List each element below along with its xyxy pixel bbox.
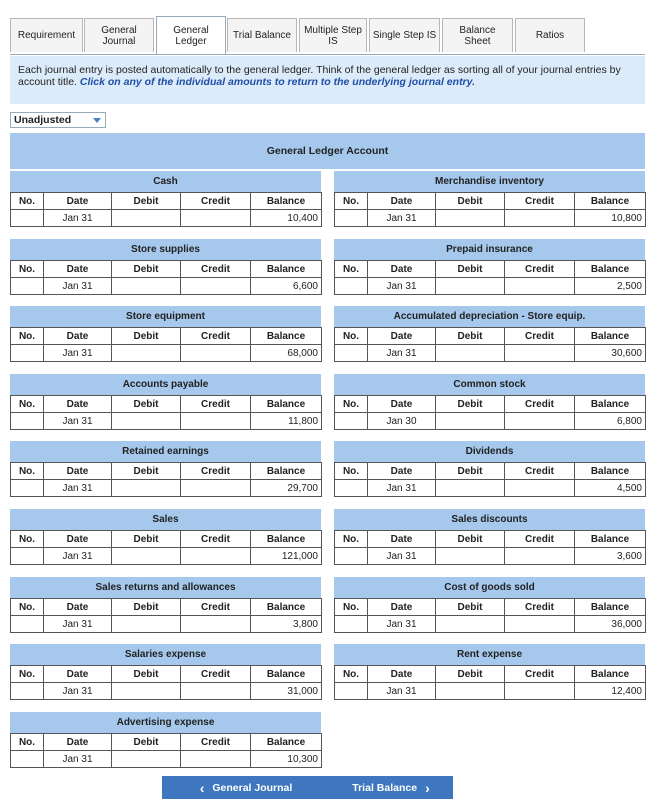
- account-title: [10, 509, 321, 530]
- cell-date: Jan 30: [368, 413, 436, 430]
- ledger-table: [334, 327, 646, 362]
- col-balance: Balance: [251, 328, 322, 345]
- cell-credit[interactable]: [181, 210, 251, 227]
- instructions-box: [10, 56, 645, 104]
- col-no: No.: [11, 396, 44, 413]
- cell-balance[interactable]: 31,000: [251, 683, 322, 700]
- account-title-text: Prepaid insurance: [446, 244, 533, 255]
- ledger-account: [10, 441, 321, 497]
- chevron-down-icon[interactable]: [89, 113, 105, 127]
- cell-date: Jan 31: [44, 480, 112, 497]
- col-debit: Debit: [112, 666, 181, 683]
- tab-single-step-is[interactable]: Single Step IS: [369, 18, 440, 52]
- cell-no: [11, 345, 44, 362]
- col-balance: Balance: [575, 193, 646, 210]
- col-date: Date: [44, 396, 112, 413]
- tab-balance-sheet[interactable]: Balance Sheet: [442, 18, 513, 52]
- account-title-text: Sales returns and allowances: [95, 582, 236, 593]
- ledger-table: [334, 598, 646, 633]
- col-debit: Debit: [436, 463, 505, 480]
- col-no: No.: [11, 328, 44, 345]
- ledger-account: [334, 577, 645, 633]
- cell-debit[interactable]: [112, 616, 181, 633]
- col-no: No.: [335, 193, 368, 210]
- cell-balance[interactable]: 36,000: [575, 616, 646, 633]
- col-date: Date: [368, 328, 436, 345]
- col-date: Date: [44, 531, 112, 548]
- col-date: Date: [44, 599, 112, 616]
- ledger-table: [334, 462, 646, 497]
- col-credit: Credit: [505, 666, 575, 683]
- chevron-left-icon: ‹: [199, 779, 205, 796]
- account-title: [10, 239, 321, 260]
- cell-balance[interactable]: 29,700: [251, 480, 322, 497]
- cell-date: Jan 31: [368, 480, 436, 497]
- tab-bar: [10, 18, 645, 54]
- cell-credit[interactable]: [181, 548, 251, 565]
- cell-date: Jan 31: [368, 210, 436, 227]
- entry-type-select[interactable]: [10, 112, 106, 128]
- col-balance: Balance: [251, 463, 322, 480]
- col-no: No.: [335, 261, 368, 278]
- ledger-row: [11, 413, 322, 430]
- col-credit: Credit: [181, 193, 251, 210]
- col-debit: Debit: [112, 734, 181, 751]
- cell-credit[interactable]: [505, 548, 575, 565]
- ledger-row: [335, 683, 646, 700]
- col-debit: Debit: [436, 599, 505, 616]
- cell-date: Jan 31: [44, 751, 112, 768]
- cell-credit[interactable]: [505, 683, 575, 700]
- ledger-account: [10, 306, 321, 362]
- cell-balance[interactable]: 12,400: [575, 683, 646, 700]
- col-debit: Debit: [112, 261, 181, 278]
- ledger-header-row: [335, 193, 646, 210]
- ledger-title: General Ledger Account: [266, 145, 389, 157]
- ledger-table: [334, 192, 646, 227]
- col-no: No.: [11, 193, 44, 210]
- entry-type-value: Unadjusted: [14, 114, 72, 126]
- col-balance: Balance: [575, 328, 646, 345]
- ledger-account: [334, 441, 645, 497]
- col-debit: Debit: [112, 193, 181, 210]
- ledger-row: [11, 210, 322, 227]
- ledger-header-row: [335, 599, 646, 616]
- ledger-account: [10, 171, 321, 227]
- col-debit: Debit: [436, 666, 505, 683]
- ledger-table: [10, 598, 322, 633]
- cell-debit[interactable]: [436, 480, 505, 497]
- ledger-row: [11, 751, 322, 768]
- cell-credit[interactable]: [181, 345, 251, 362]
- ledger-table: [10, 395, 322, 430]
- cell-date: Jan 31: [368, 345, 436, 362]
- col-date: Date: [44, 463, 112, 480]
- tab-requirement[interactable]: Requirement: [10, 18, 83, 52]
- cell-debit[interactable]: [436, 413, 505, 430]
- account-title: [10, 171, 321, 192]
- cell-no: [11, 548, 44, 565]
- col-debit: Debit: [436, 328, 505, 345]
- account-title: [10, 712, 321, 733]
- col-balance: Balance: [251, 261, 322, 278]
- instructions-text: Each journal entry is posted automatically to the general ledger. Think of the general ledger as sorting all of your journal entries by account title.: [18, 64, 621, 88]
- cell-debit[interactable]: [112, 751, 181, 768]
- ledger-table: [10, 192, 322, 227]
- ledger-table: [334, 665, 646, 700]
- cell-no: [335, 616, 368, 633]
- ledger-account: [334, 644, 645, 700]
- col-debit: Debit: [112, 463, 181, 480]
- cell-no: [11, 210, 44, 227]
- col-balance: Balance: [575, 463, 646, 480]
- col-date: Date: [44, 193, 112, 210]
- cell-date: Jan 31: [44, 210, 112, 227]
- cell-date: Jan 31: [44, 345, 112, 362]
- cell-no: [335, 683, 368, 700]
- cell-balance[interactable]: 10,300: [251, 751, 322, 768]
- ledger-table: [334, 395, 646, 430]
- cell-date: Jan 31: [368, 548, 436, 565]
- cell-credit[interactable]: [181, 278, 251, 295]
- col-date: Date: [368, 396, 436, 413]
- tab-trial-balance[interactable]: Trial Balance: [227, 18, 297, 52]
- col-credit: Credit: [181, 463, 251, 480]
- ledger-row: [11, 480, 322, 497]
- col-balance: Balance: [251, 599, 322, 616]
- col-credit: Credit: [181, 531, 251, 548]
- col-no: No.: [11, 666, 44, 683]
- instructions-emphasis: Click on any of the individual amounts to return to the underlying journal entry.: [79, 76, 476, 88]
- account-title: [10, 441, 321, 462]
- cell-balance[interactable]: 2,500: [575, 278, 646, 295]
- cell-debit[interactable]: [112, 548, 181, 565]
- col-credit: Credit: [181, 666, 251, 683]
- ledger-account: [334, 239, 645, 295]
- account-title-text: Rent expense: [456, 649, 523, 660]
- cell-date: Jan 31: [44, 278, 112, 295]
- prev-general-journal-button[interactable]: [162, 776, 330, 799]
- cell-debit[interactable]: [112, 210, 181, 227]
- account-title: [334, 441, 645, 462]
- ledger-row: [335, 548, 646, 565]
- col-credit: Credit: [505, 328, 575, 345]
- cell-no: [11, 278, 44, 295]
- ledger-account: [334, 374, 645, 430]
- col-no: No.: [11, 463, 44, 480]
- col-date: Date: [44, 734, 112, 751]
- account-title: [10, 644, 321, 665]
- ledger-header-row: [335, 463, 646, 480]
- cell-date: Jan 31: [44, 616, 112, 633]
- ledger-row: [11, 683, 322, 700]
- col-no: No.: [335, 396, 368, 413]
- ledger-account: [10, 577, 321, 633]
- account-title-text: Cost of goods sold: [444, 582, 535, 593]
- account-title: [334, 239, 645, 260]
- ledger-account: [10, 374, 321, 430]
- ledger-table: [10, 327, 322, 362]
- cell-debit[interactable]: [436, 616, 505, 633]
- col-date: Date: [368, 666, 436, 683]
- cell-debit[interactable]: [112, 278, 181, 295]
- ledger-header-row: [335, 531, 646, 548]
- account-title: [334, 509, 645, 530]
- col-balance: Balance: [575, 531, 646, 548]
- cell-balance[interactable]: 10,800: [575, 210, 646, 227]
- ledger-table: [10, 733, 322, 768]
- col-debit: Debit: [436, 396, 505, 413]
- col-date: Date: [368, 599, 436, 616]
- cell-no: [11, 480, 44, 497]
- ledger-row: [11, 616, 322, 633]
- ledger-table: [10, 462, 322, 497]
- col-no: No.: [335, 463, 368, 480]
- account-title: [334, 577, 645, 598]
- ledger-header-row: [11, 193, 322, 210]
- ledger-header-row: [11, 599, 322, 616]
- account-title-text: Retained earnings: [122, 446, 209, 457]
- col-balance: Balance: [251, 193, 322, 210]
- col-no: No.: [335, 666, 368, 683]
- ledger-header-row: [11, 666, 322, 683]
- col-no: No.: [11, 599, 44, 616]
- cell-no: [335, 548, 368, 565]
- ledger-header-row: [11, 261, 322, 278]
- account-title: [10, 306, 321, 327]
- col-balance: Balance: [251, 396, 322, 413]
- col-no: No.: [11, 531, 44, 548]
- cell-credit[interactable]: [181, 480, 251, 497]
- cell-credit[interactable]: [505, 345, 575, 362]
- cell-balance[interactable]: 3,600: [575, 548, 646, 565]
- col-debit: Debit: [436, 531, 505, 548]
- ledger-table: [10, 260, 322, 295]
- account-title-text: Dividends: [465, 446, 514, 457]
- ledger-header-row: [11, 734, 322, 751]
- cell-no: [11, 683, 44, 700]
- col-no: No.: [11, 734, 44, 751]
- ledger-header-row: [335, 666, 646, 683]
- col-date: Date: [368, 463, 436, 480]
- cell-debit[interactable]: [436, 548, 505, 565]
- cell-date: Jan 31: [368, 278, 436, 295]
- account-title: [10, 577, 321, 598]
- ledger-header-row: [11, 396, 322, 413]
- account-title-text: Common stock: [453, 379, 526, 390]
- col-credit: Credit: [505, 261, 575, 278]
- account-title: [334, 644, 645, 665]
- cell-debit[interactable]: [436, 210, 505, 227]
- ledger-account: [334, 171, 645, 227]
- account-title-text: Sales discounts: [451, 514, 528, 525]
- col-debit: Debit: [436, 261, 505, 278]
- cell-debit[interactable]: [112, 345, 181, 362]
- col-credit: Credit: [181, 396, 251, 413]
- cell-no: [335, 413, 368, 430]
- cell-credit[interactable]: [181, 413, 251, 430]
- cell-debit[interactable]: [112, 413, 181, 430]
- col-date: Date: [44, 666, 112, 683]
- col-credit: Credit: [181, 734, 251, 751]
- ledger-header-row: [11, 463, 322, 480]
- ledger-row: [11, 278, 322, 295]
- col-no: No.: [335, 328, 368, 345]
- col-no: No.: [335, 599, 368, 616]
- cell-debit[interactable]: [436, 683, 505, 700]
- ledger-row: [335, 413, 646, 430]
- cell-credit[interactable]: [505, 278, 575, 295]
- cell-no: [11, 616, 44, 633]
- cell-date: Jan 31: [368, 616, 436, 633]
- ledger-row: [335, 210, 646, 227]
- ledger-row: [11, 345, 322, 362]
- col-credit: Credit: [505, 193, 575, 210]
- account-title-text: Merchandise inventory: [435, 176, 544, 187]
- cell-credit[interactable]: [181, 751, 251, 768]
- tab-ratios[interactable]: Ratios: [515, 18, 585, 52]
- cell-debit[interactable]: [112, 480, 181, 497]
- account-title: [10, 374, 321, 395]
- ledger-account: [334, 306, 645, 362]
- ledger-row: [335, 278, 646, 295]
- cell-balance[interactable]: 11,800: [251, 413, 322, 430]
- ledger-header-row: [335, 261, 646, 278]
- cell-credit[interactable]: [505, 480, 575, 497]
- ledger-row: [11, 548, 322, 565]
- col-date: Date: [368, 261, 436, 278]
- account-title-text: Store supplies: [131, 244, 200, 255]
- ledger-account: [10, 712, 321, 768]
- ledger-table: [10, 665, 322, 700]
- tab-general-journal[interactable]: General Journal: [84, 18, 154, 52]
- cell-date: Jan 31: [44, 413, 112, 430]
- cell-balance[interactable]: 6,600: [251, 278, 322, 295]
- cell-balance[interactable]: 6,800: [575, 413, 646, 430]
- cell-balance[interactable]: 68,000: [251, 345, 322, 362]
- col-date: Date: [44, 328, 112, 345]
- col-no: No.: [11, 261, 44, 278]
- ledger-row: [335, 616, 646, 633]
- cell-credit[interactable]: [181, 683, 251, 700]
- cell-balance[interactable]: 121,000: [251, 548, 322, 565]
- col-date: Date: [44, 261, 112, 278]
- cell-date: Jan 31: [44, 683, 112, 700]
- cell-credit[interactable]: [505, 413, 575, 430]
- ledger-table: [334, 530, 646, 565]
- cell-no: [335, 345, 368, 362]
- cell-debit[interactable]: [436, 278, 505, 295]
- col-credit: Credit: [505, 599, 575, 616]
- ledger-account: [334, 509, 645, 565]
- cell-credit[interactable]: [505, 210, 575, 227]
- cell-debit[interactable]: [112, 683, 181, 700]
- col-debit: Debit: [112, 328, 181, 345]
- account-title-text: Accumulated depreciation - Store equip.: [393, 311, 586, 322]
- col-credit: Credit: [505, 396, 575, 413]
- col-balance: Balance: [575, 666, 646, 683]
- cell-no: [335, 480, 368, 497]
- chevron-right-icon: ›: [425, 779, 430, 796]
- col-credit: Credit: [181, 328, 251, 345]
- col-credit: Credit: [505, 463, 575, 480]
- col-balance: Balance: [575, 396, 646, 413]
- account-title-text: Advertising expense: [116, 717, 215, 728]
- account-title: [334, 374, 645, 395]
- tab-multiple-step-is[interactable]: Multiple Step IS: [299, 18, 367, 52]
- cell-credit[interactable]: [181, 616, 251, 633]
- col-debit: Debit: [112, 396, 181, 413]
- col-date: Date: [368, 193, 436, 210]
- ledger-row: [335, 480, 646, 497]
- cell-credit[interactable]: [505, 616, 575, 633]
- cell-no: [335, 210, 368, 227]
- account-title: [334, 171, 645, 192]
- cell-no: [11, 751, 44, 768]
- cell-debit[interactable]: [436, 345, 505, 362]
- ledger-header-row: [335, 396, 646, 413]
- ledger-header-row: [335, 328, 646, 345]
- ledger-header-row: [11, 531, 322, 548]
- ledger-account: [10, 644, 321, 700]
- cell-date: Jan 31: [368, 683, 436, 700]
- tab-divider: [10, 54, 645, 55]
- cell-balance[interactable]: 3,800: [251, 616, 322, 633]
- prev-button-label: General Journal: [212, 781, 293, 794]
- account-title-text: Accounts payable: [122, 379, 209, 390]
- col-balance: Balance: [575, 599, 646, 616]
- col-debit: Debit: [112, 599, 181, 616]
- ledger-table: [334, 260, 646, 295]
- next-button-label: Trial Balance: [352, 781, 418, 794]
- col-date: Date: [368, 531, 436, 548]
- cell-no: [335, 278, 368, 295]
- col-credit: Credit: [181, 261, 251, 278]
- account-title-text: Cash: [153, 176, 178, 187]
- account-title-text: Sales: [152, 514, 179, 525]
- col-balance: Balance: [251, 531, 322, 548]
- col-no: No.: [335, 531, 368, 548]
- col-credit: Credit: [505, 531, 575, 548]
- ledger-row: [335, 345, 646, 362]
- col-debit: Debit: [436, 193, 505, 210]
- ledger-header: [10, 133, 645, 169]
- col-credit: Credit: [181, 599, 251, 616]
- ledger-table: [10, 530, 322, 565]
- col-balance: Balance: [575, 261, 646, 278]
- ledger-account: [10, 239, 321, 295]
- ledger-header-row: [11, 328, 322, 345]
- account-title-text: Salaries expense: [124, 649, 207, 660]
- col-debit: Debit: [112, 531, 181, 548]
- next-trial-balance-button[interactable]: [329, 776, 453, 799]
- cell-balance[interactable]: 10,400: [251, 210, 322, 227]
- tab-general-ledger[interactable]: General Ledger: [156, 16, 226, 54]
- col-balance: Balance: [251, 734, 322, 751]
- account-title-text: Store equipment: [126, 311, 205, 322]
- cell-balance[interactable]: 30,600: [575, 345, 646, 362]
- account-title: [334, 306, 645, 327]
- cell-no: [11, 413, 44, 430]
- cell-balance[interactable]: 4,500: [575, 480, 646, 497]
- col-balance: Balance: [251, 666, 322, 683]
- cell-date: Jan 31: [44, 548, 112, 565]
- ledger-account: [10, 509, 321, 565]
